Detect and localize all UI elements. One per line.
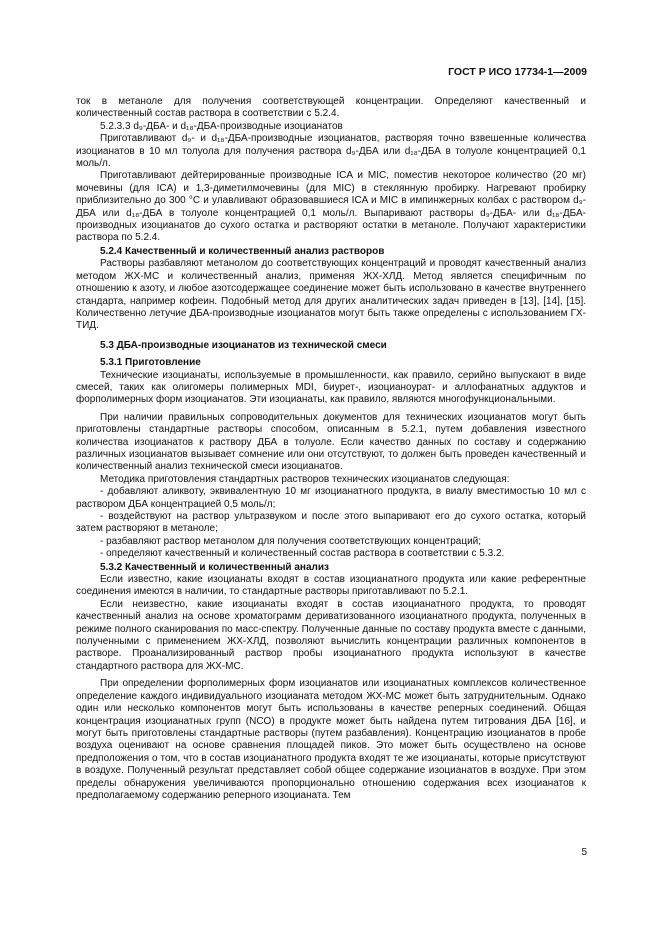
list-item: - добавляют аликвоту, эквивалентную 10 мг изоцианатного продукта, в виалу вместимостью 10 мл с раствором ДБА концентрацией 0,5 моль/л; bbox=[76, 486, 586, 510]
subsection-heading-5-3-1: 5.3.1 Приготовление bbox=[100, 357, 201, 369]
paragraph: Если известно, какие изоцианаты входят в состав изоцианатного продукта или какие референтные соединения имеются в наличии, то стандартные растворы приготавливают по 5.2.1. bbox=[76, 574, 586, 598]
subsection-heading-5-2-4: 5.2.4 Качественный и количественный анализ растворов bbox=[100, 245, 385, 257]
paragraph: Приготавливают d₉- и d₁₈-ДБА-производные изоцианатов, растворяя точно взвешенные количества изоцианатов в 10 мл толуола для получения раствора d₉-ДБА или d₁₈-ДБА в толуоле концентрацией 0,1 моль/л. bbox=[76, 133, 586, 170]
paragraph: При наличии правильных сопроводительных документов для технических изоцианатов могут быть приготовлены стандартные растворы способом, описанным в 5.2.1, путем добавления известного количества изоцианатов к раствору ДБА в толуоле. Если качество данных по составу и содержанию различных изоцианатов вызывает сомнение или они отсутствуют, то должен быть проведен качественный и количественный анализ технической смеси изоцианатов. bbox=[76, 411, 586, 473]
paragraph: При определении форполимерных форм изоцианатов или изоцианатных комплексов количественное определение каждого индивидуального изоцианата методом ЖХ-МС может быть затруднительным. Однако один или несколько компонентов могут быть использованы в качестве реперных соединений. Общая концентрация изоцианатных групп (NCO) в продукте может быть найдена путем титрования ДБА [16], и могут быть приготовлены стандартные растворы (путем разбавления). Концентрацию изоцианатов в пробе воздуха оценивают на основе сравнения площадей пиков. Это может быть осуществлено на основе предположения о том, что в состав изоцианатного продукта входят те же изоцианаты, которые присутствуют в воздухе. Полученный результат представляет собой общее содержание изоцианатов в воздухе. При этом пределы обнаружения увеличиваются пропорционально отношению содержания всех изоцианатов к предполагаемому содержанию реперного изоцианата. Тем bbox=[76, 678, 586, 801]
list-item: - воздействуют на раствор ультразвуком и после этого выпаривают его до сухого остатка, который затем растворяют в метаноле; bbox=[76, 511, 586, 535]
document-body bbox=[76, 96, 586, 802]
subsection-heading-5-2-3-3: 5.2.3.3 d₉-ДБА- и d₁₈-ДБА-производные изоцианатов bbox=[100, 120, 343, 132]
paragraph: Технические изоцианаты, используемые в промышленности, как правило, серийно выпускают в виде смесей, таких как олигомеры полимерных MDI, биурет-, изоцианоурат- и аллофанатных аддуктов и форполимерных форм изоцианатов. Эти изоцианаты, как правило, являются многофункциональными. bbox=[76, 369, 586, 406]
paragraph: Методика приготовления стандартных растворов технических изоцианатов следующая: bbox=[100, 473, 510, 485]
document-header: ГОСТ Р ИСО 17734-1—2009 bbox=[448, 66, 587, 78]
page-number: 5 bbox=[581, 847, 587, 858]
paragraph: Приготавливают дейтерированные производные ICA и MIC, поместив некоторое количество (20 мг) мочевины (для ICA) и 1,3-диметилмочевины (для MIC) в стеклянную пробирку. Нагревают пробирку приблизительно до 300 °С и улавливают образовавшиеся ICA и MIC в импинжерных колбах с раствором d₉-ДБА или d₁₈-ДБА в толуоле концентрацией 0,1 моль/л. Выпаривают растворы d₉-ДБА- или d₁₈-ДБА-производных изоцианатов до сухого остатка и растворяют остатки в метаноле. Получают характеристики раствора по 5.2.4. bbox=[76, 170, 586, 244]
paragraph-continuation: ток в метаноле для получения соответствующей концентрации. Определяют качественный и количественный состав раствора в соответствии с 5.2.4. bbox=[76, 96, 586, 120]
section-heading-5-3: 5.3 ДБА-производные изоцианатов из технической смеси bbox=[100, 339, 387, 351]
subsection-heading-5-3-2: 5.3.2 Качественный и количественный анализ bbox=[100, 561, 329, 573]
list-item: - определяют качественный и количественный состав раствора в соответствии с 5.3.2. bbox=[100, 548, 505, 560]
paragraph: Растворы разбавляют метанолом до соответствующих концентраций и проводят качественный анализ методом ЖХ-МС и количественный анализ, применяя ЖХ-ХЛД. Метод является специфичным по отношению к азоту, и любое азотсодержащее соединение может быть использовано в качестве внутреннего стандарта, например кофеин. Подобный метод для других аналитических задач приведен в [13], [14], [15]. Количественно летучие ДБА-производные изоцианатов могут быть также определены с использованием ГХ-ТИД. bbox=[76, 258, 586, 332]
list-item: - разбавляют раствор метанолом для получения соответствующих концентраций; bbox=[100, 535, 482, 547]
paragraph: Если неизвестно, какие изоцианаты входят в состав изоцианатного продукта, то проводят качественный анализ на основе хроматограмм дериватизованного изоцианатного продукта, полученных в режиме полного сканирования по масс-спектру. Полученные данные по составу продукта вместе с данными, полученными с применением ЖХ-ХЛД, позволяют вычислить концентрации различных компонентов в растворе. Проанализированный раствор пробы изоцианатного продукта используют в качестве стандартного раствора для ЖХ-МС. bbox=[76, 598, 586, 672]
